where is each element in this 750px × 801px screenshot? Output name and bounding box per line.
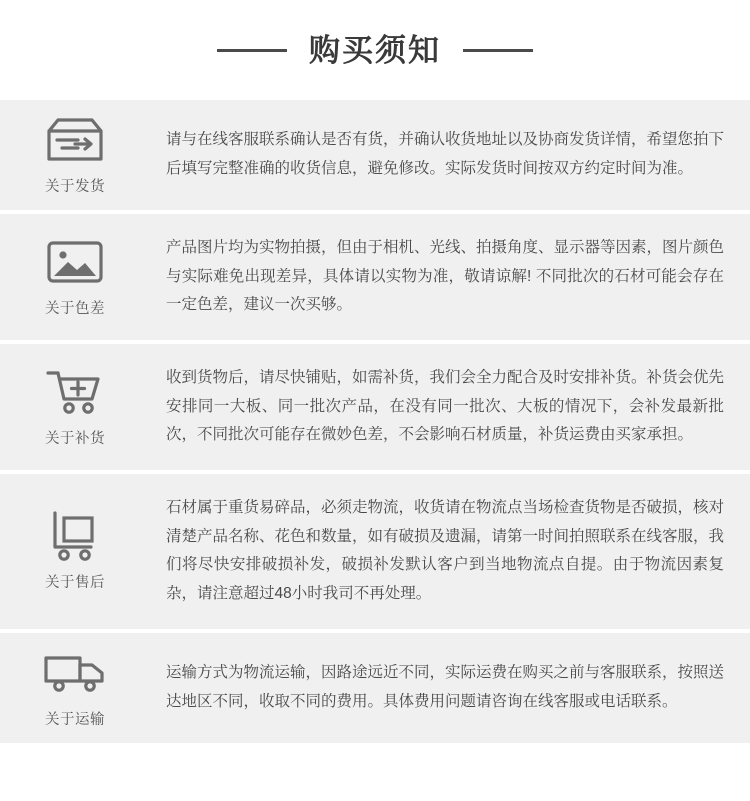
page-title: 购买须知 — [309, 32, 441, 68]
icon-label-color: 关于色差 — [45, 301, 105, 317]
icon-cell-restock — [0, 352, 150, 462]
notice-text-transport: 运输方式为物流运输，因路途远近不同，实际运费在购买之前与客服联系，按照送达地区不同，收取不同的费用。具体费用问题请咨询在线客服或电话联系。 — [166, 664, 725, 710]
notice-text-aftersales: 石材属于重货易碎品，必须走物流，收货请在物流点当场检查货物是否破损，核对清楚产品名称、花色和数量，如有破损及遗漏，请第一时间拍照联系在线客服，我们将尽快安排破损补发，破损补发默认客户到当地物流点自提。由于物流因素复杂，请注意超过48小时我司不再处理。 — [166, 499, 725, 603]
icon-label-transport: 关于运输 — [45, 711, 105, 728]
notice-row-transport — [0, 633, 750, 743]
page-header — [0, 0, 750, 100]
header-rule-left — [217, 49, 287, 52]
hand-truck-dolly-icon — [47, 510, 103, 562]
icon-label-aftersales: 关于售后 — [45, 575, 105, 592]
notice-text-shipping: 请与在线客服联系确认是否有货，并确认收货地址以及协商发货详情，希望您拍下后填写完整准确的收货信息，避免修改。实际发货时间按双方约定时间为准。 — [166, 131, 725, 177]
image-picture-icon — [45, 236, 105, 288]
notice-text-restock: 收到货物后，请尽快铺贴，如需补货，我们会全力配合及时安排补货。补货会优先安排同一大板、同一批次产品，在没有同一批次、大板的情况下，会补发最新批次，不同批次可能存在微妙色差，不会影响石材质量，补货运费由买家承担。 — [166, 369, 725, 444]
icon-label-shipping: 关于发货 — [45, 179, 105, 195]
notice-row-restock — [0, 344, 750, 474]
cart-plus-icon — [45, 366, 105, 418]
shipping-box-arrow-icon — [44, 114, 106, 166]
icon-cell-transport — [0, 633, 150, 743]
icon-cell-color — [0, 222, 150, 332]
icon-cell-aftersales — [0, 496, 150, 606]
delivery-truck-icon — [42, 647, 108, 699]
notice-row-shipping — [0, 100, 750, 214]
notice-row-aftersales — [0, 474, 750, 633]
icon-label-restock: 关于补货 — [45, 431, 105, 448]
icon-cell-shipping — [0, 100, 150, 210]
notice-text-color: 产品图片均为实物拍摄，但由于相机、光线、拍摄角度、显示器等因素，图片颜色与实际难免出现差异，具体请以实物为准，敬请谅解! 不同批次的石材可能会存在一定色差，建议一次买够。 — [166, 239, 725, 314]
notice-row-color — [0, 214, 750, 344]
header-rule-right — [463, 49, 533, 52]
